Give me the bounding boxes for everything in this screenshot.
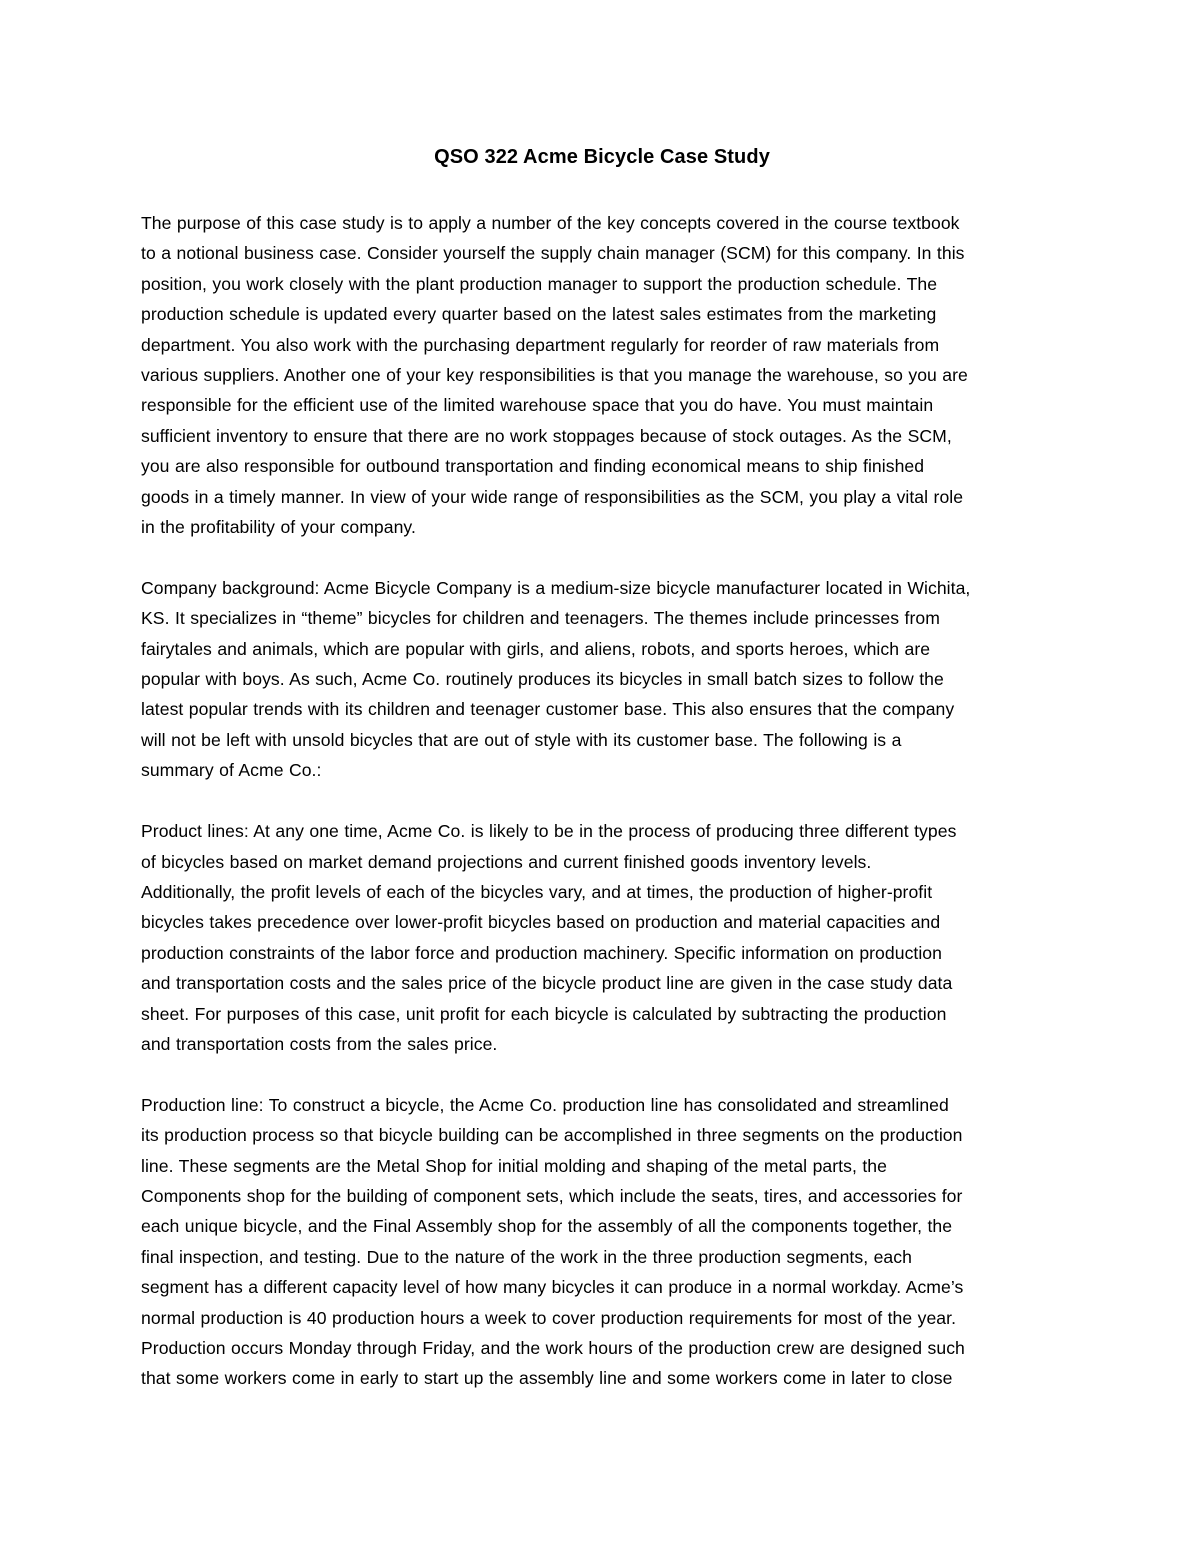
paragraph-line: line. These segments are the Metal Shop for initial molding and shaping of the metal parts, the [141, 1155, 887, 1176]
paragraph [141, 208, 1063, 542]
paragraph-line: final inspection, and testing. Due to the nature of the work in the three production segments, each [141, 1246, 912, 1267]
paragraph-line: of bicycles based on market demand projections and current finished goods inventory levels. [141, 851, 872, 872]
paragraph-line: each unique bicycle, and the Final Assembly shop for the assembly of all the components together, the [141, 1216, 953, 1237]
paragraph [141, 1090, 1063, 1394]
paragraph-line: Additionally, the profit levels of each of the bicycles vary, and at times, the production of higher-profit [141, 881, 933, 902]
paragraph-line: position, you work closely with the plant production manager to support the production schedule. The [141, 273, 938, 294]
paragraph-line: Product lines: At any one time, Acme Co. is likely to be in the process of producing three different types [141, 821, 957, 842]
paragraph-line: The purpose of this case study is to apply a number of the key concepts covered in the course textbook [141, 213, 960, 233]
paragraph-line: Production line: To construct a bicycle, the Acme Co. production line has consolidated and streamlined [141, 1094, 949, 1115]
paragraph-line: latest popular trends with its children and teenager customer base. This also ensures that the company [141, 699, 955, 720]
paragraph-line: normal production is 40 production hours a week to cover production requirements for most of the year. [141, 1307, 957, 1328]
paragraph-line: its production process so that bicycle building can be accomplished in three segments on the production [141, 1125, 963, 1146]
paragraph-line: bicycles takes precedence over lower-profit bicycles based on production and material capacities and [141, 912, 941, 933]
paragraph-line: sufficient inventory to ensure that there are no work stoppages because of stock outages. As the SCM, [141, 425, 952, 446]
paragraph-line: Company background: Acme Bicycle Company is a medium-size bicycle manufacturer located in Wichita, [141, 577, 971, 598]
paragraph-line: production schedule is updated every quarter based on the latest sales estimates from the marketing [141, 304, 937, 325]
paragraph-line: sheet. For purposes of this case, unit profit for each bicycle is calculated by subtracting the production [141, 1003, 947, 1024]
paragraph-line: segment has a different capacity level of how many bicycles it can produce in a normal workday. Acme’s [141, 1277, 964, 1298]
paragraph-line: and transportation costs from the sales price. [141, 1033, 498, 1054]
paragraph-line: in the profitability of your company. [141, 517, 416, 538]
paragraph-line: responsible for the efficient use of the limited warehouse space that you do have. You must maintain [141, 395, 934, 416]
document-title: QSO 322 Acme Bicycle Case Study [434, 146, 770, 168]
paragraph-line: various suppliers. Another one of your key responsibilities is that you manage the warehouse, so you are [141, 365, 968, 386]
paragraph-line: Components shop for the building of component sets, which include the seats, tires, and accessories for [141, 1185, 963, 1206]
document-body [141, 142, 1063, 1424]
paragraph [141, 573, 1063, 786]
paragraph [141, 816, 1063, 1059]
paragraph-line: and transportation costs and the sales price of the bicycle product line are given in the case study data [141, 973, 953, 994]
paragraph-line: goods in a timely manner. In view of your wide range of responsibilities as the SCM, you play a vital role [141, 486, 964, 507]
paragraphs-container [141, 208, 1063, 1394]
paragraph-line: popular with boys. As such, Acme Co. routinely produces its bicycles in small batch sizes to follow the [141, 669, 944, 690]
paragraph-line: summary of Acme Co.: [141, 760, 322, 781]
paragraph-line: fairytales and animals, which are popular with girls, and aliens, robots, and sports heroes, which are [141, 638, 931, 659]
paragraph-line: to a notional business case. Consider yourself the supply chain manager (SCM) for this company. In this [141, 243, 965, 264]
paragraph-line: you are also responsible for outbound transportation and finding economical means to ship finished [141, 456, 925, 477]
paragraph-line: will not be left with unsold bicycles that are out of style with its customer base. The following is a [141, 729, 902, 750]
paragraph-line: Production occurs Monday through Friday, and the work hours of the production crew are designed such [141, 1337, 965, 1358]
paragraph-line: KS. It specializes in “theme” bicycles for children and teenagers. The themes include princesses from [141, 608, 940, 629]
paragraph-line: production constraints of the labor force and production machinery. Specific information on production [141, 942, 942, 963]
paragraph-line: department. You also work with the purchasing department regularly for reorder of raw materials from [141, 334, 940, 355]
paragraph-line: that some workers come in early to start up the assembly line and some workers come in later to close [141, 1368, 953, 1389]
